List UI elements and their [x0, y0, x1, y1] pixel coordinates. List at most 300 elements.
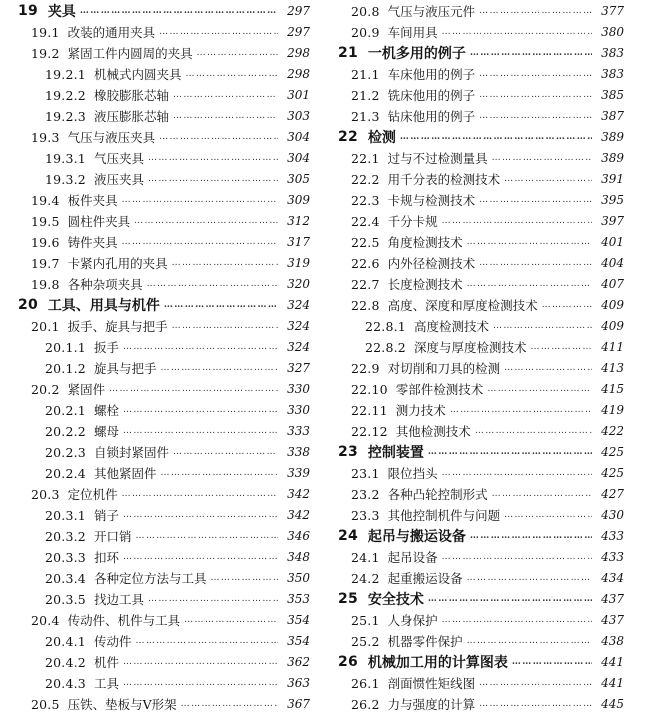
- toc-section-entry: [18, 379, 310, 399]
- dot-leader: [504, 510, 592, 520]
- toc-chapter-entry: [338, 442, 624, 462]
- toc-section-entry: [18, 190, 310, 210]
- toc-entry-title: 限位挡头: [387, 466, 438, 481]
- dot-leader: [134, 216, 278, 226]
- toc-section-entry: [18, 442, 310, 462]
- toc-entry-page-number: 445: [601, 697, 624, 711]
- toc-entry-title: 一机多用的例子: [367, 46, 466, 62]
- toc-entry-number: 20.2.1: [45, 402, 86, 418]
- dot-leader: [185, 69, 278, 79]
- dot-leader: [504, 174, 592, 184]
- toc-entry-number: 21.1: [351, 66, 380, 82]
- toc-entry-page-number: 297: [287, 25, 310, 39]
- toc-entry-number: 20.4.1: [45, 633, 86, 649]
- dot-leader: [123, 657, 278, 667]
- toc-section-entry: [18, 22, 310, 42]
- toc-entry-title: 工具、用具与机件: [47, 298, 160, 314]
- dot-leader: [172, 321, 278, 331]
- toc-entry-page-number: 427: [601, 487, 624, 501]
- dot-leader: [197, 48, 278, 58]
- dot-leader: [470, 531, 592, 541]
- toc-entry-number: 20.2: [31, 381, 60, 397]
- toc-entry-title: 找边工具: [93, 592, 144, 607]
- toc-entry-page-number: 422: [601, 424, 624, 438]
- dot-leader: [467, 279, 592, 289]
- toc-entry-page-number: 383: [601, 67, 624, 81]
- toc-entry-title: 深度与厚度检测技术: [413, 340, 527, 355]
- toc-entry-number: 22.11: [351, 402, 388, 418]
- toc-entry-page-number: 303: [287, 109, 310, 123]
- toc-section-entry: [338, 211, 624, 231]
- dot-leader: [428, 447, 592, 457]
- toc-entry-number: 20.4.3: [45, 675, 86, 691]
- dot-leader: [123, 510, 278, 520]
- toc-section-entry: [338, 400, 624, 420]
- toc-entry-title: 各种杂项夹具: [67, 277, 143, 292]
- toc-entry-page-number: 327: [287, 361, 310, 375]
- dot-leader: [80, 6, 278, 16]
- toc-section-entry: [18, 169, 310, 189]
- toc-entry-number: 26.2: [351, 696, 380, 712]
- toc-entry-number: 20.3.1: [45, 507, 86, 523]
- toc-entry-title: 过与不过检测量具: [387, 151, 488, 166]
- toc-entry-page-number: 407: [601, 277, 624, 291]
- toc-entry-number: 25: [338, 591, 358, 607]
- toc-section-entry: [18, 106, 310, 126]
- toc-section-entry: [18, 316, 310, 336]
- dot-leader: [542, 300, 592, 310]
- toc-entry-title: 紧固件: [67, 382, 106, 397]
- toc-entry-title: 控制装置: [367, 445, 424, 461]
- toc-entry-title: 旋具与把手: [93, 361, 157, 376]
- toc-entry-title: 螺栓: [93, 403, 119, 418]
- toc-entry-number: 19.1: [31, 24, 60, 40]
- toc-entry-page-number: 330: [287, 403, 310, 417]
- toc-entry-title: 改装的通用夹具: [67, 25, 156, 40]
- toc-entry-page-number: 425: [601, 445, 624, 459]
- dot-leader: [467, 237, 592, 247]
- toc-section-entry: [18, 673, 310, 693]
- dot-leader: [173, 90, 278, 100]
- toc-entry-title: 人身保护: [387, 613, 438, 628]
- toc-entry-number: 19.8: [31, 276, 60, 292]
- toc-entry-page-number: 312: [287, 214, 310, 228]
- toc-entry-page-number: 433: [601, 550, 624, 564]
- dot-leader: [160, 468, 278, 478]
- toc-entry-number: 19: [18, 3, 38, 19]
- toc-entry-number: 24.1: [351, 549, 380, 565]
- toc-entry-number: 22.12: [351, 423, 388, 439]
- toc-entry-page-number: 342: [287, 508, 310, 522]
- toc-entry-number: 20.1: [31, 318, 60, 334]
- toc-section-entry: [18, 232, 310, 252]
- toc-entry-number: 22.9: [351, 360, 380, 376]
- toc-entry-page-number: 301: [287, 88, 310, 102]
- toc-entry-number: 20.1.1: [45, 339, 86, 355]
- toc-entry-page-number: 395: [601, 193, 624, 207]
- toc-section-entry: [338, 421, 624, 441]
- toc-entry-title: 对切削和刀具的检测: [387, 361, 501, 376]
- toc-entry-number: 25.1: [351, 612, 380, 628]
- toc-entry-number: 23.1: [351, 465, 380, 481]
- dot-leader: [109, 384, 278, 394]
- toc-section-entry: [18, 526, 310, 546]
- toc-entry-page-number: 342: [287, 487, 310, 501]
- dot-leader: [159, 27, 278, 37]
- toc-entry-page-number: 363: [287, 676, 310, 690]
- toc-entry-title: 长度检测技术: [387, 277, 463, 292]
- toc-entry-page-number: 367: [287, 697, 310, 711]
- toc-entry-page-number: 350: [287, 571, 310, 585]
- toc-entry-title: 高度检测技术: [413, 319, 489, 334]
- toc-section-entry: [338, 148, 624, 168]
- toc-entry-page-number: 324: [287, 319, 310, 333]
- toc-entry-title: 自锁封紧固件: [93, 445, 169, 460]
- toc-section-entry: [338, 253, 624, 273]
- dot-leader: [122, 237, 278, 247]
- dot-leader: [123, 552, 278, 562]
- toc-entry-number: 22.8.1: [365, 318, 406, 334]
- toc-entry-number: 26: [338, 654, 358, 670]
- toc-chapter-entry: [338, 127, 624, 147]
- dot-leader: [148, 174, 278, 184]
- dot-leader: [184, 615, 278, 625]
- dot-leader: [442, 468, 592, 478]
- toc-section-entry: [338, 85, 624, 105]
- toc-entry-page-number: 309: [287, 193, 310, 207]
- toc-section-entry: [338, 106, 624, 126]
- dot-leader: [442, 27, 592, 37]
- toc-entry-title: 起吊设备: [387, 550, 438, 565]
- toc-entry-page-number: 430: [601, 508, 624, 522]
- toc-entry-number: 20.3: [31, 486, 60, 502]
- toc-section-entry: [18, 64, 310, 84]
- toc-entry-number: 20.3.3: [45, 549, 86, 565]
- toc-section-entry: [338, 463, 624, 483]
- toc-section-entry: [18, 568, 310, 588]
- toc-entry-page-number: 346: [287, 529, 310, 543]
- dot-leader: [530, 342, 592, 352]
- toc-entry-page-number: 391: [601, 172, 624, 186]
- toc-entry-number: 19.2.3: [45, 108, 86, 124]
- toc-section-entry: [338, 568, 624, 588]
- toc-entry-title: 圆柱件夹具: [67, 214, 131, 229]
- dot-leader: [135, 531, 278, 541]
- toc-entry-number: 20.1.2: [45, 360, 86, 376]
- toc-entry-page-number: 317: [287, 235, 310, 249]
- toc-chapter-entry: [18, 1, 310, 21]
- dot-leader: [172, 258, 278, 268]
- toc-entry-page-number: 348: [287, 550, 310, 564]
- toc-entry-title: 其他检测技术: [395, 424, 471, 439]
- toc-section-entry: [338, 190, 624, 210]
- toc-entry-number: 24: [338, 528, 358, 544]
- toc-entry-number: 21: [338, 45, 358, 61]
- toc-entry-page-number: 297: [287, 4, 310, 18]
- toc-entry-title: 机械加工用的计算图表: [367, 655, 508, 671]
- toc-section-entry: [338, 631, 624, 651]
- toc-entry-page-number: 409: [601, 298, 624, 312]
- toc-entry-title: 夹具: [47, 4, 76, 20]
- toc-entry-page-number: 413: [601, 361, 624, 375]
- toc-entry-page-number: 437: [601, 613, 624, 627]
- toc-entry-page-number: 425: [601, 466, 624, 480]
- toc-entry-page-number: 404: [601, 256, 624, 270]
- dot-leader: [470, 48, 592, 58]
- toc-entry-number: 19.3: [31, 129, 60, 145]
- dot-leader: [442, 552, 592, 562]
- toc-entry-number: 20.2.3: [45, 444, 86, 460]
- toc-section-entry: [18, 631, 310, 651]
- toc-entry-title: 机械式内圆夹具: [93, 67, 182, 82]
- toc-entry-number: 22.7: [351, 276, 380, 292]
- toc-entry-title: 传动件: [93, 634, 132, 649]
- dot-leader: [123, 342, 278, 352]
- toc-section-entry: [18, 358, 310, 378]
- toc-section-entry: [18, 43, 310, 63]
- toc-entry-page-number: 437: [601, 592, 624, 606]
- toc-chapter-entry: [338, 652, 624, 672]
- dot-leader: [122, 195, 278, 205]
- dot-leader: [479, 6, 592, 16]
- toc-entry-number: 22.10: [351, 381, 388, 397]
- toc-entry-number: 20.4.2: [45, 654, 86, 670]
- toc-entry-page-number: 389: [601, 151, 624, 165]
- toc-section-entry: [338, 64, 624, 84]
- toc-entry-title: 压铁、垫板与V形架: [67, 697, 177, 712]
- toc-entry-number: 20.2.4: [45, 465, 86, 481]
- toc-entry-number: 20.8: [351, 3, 380, 19]
- toc-entry-number: 22.6: [351, 255, 380, 271]
- dot-leader: [492, 489, 592, 499]
- toc-section-entry: [18, 85, 310, 105]
- dot-leader: [123, 426, 278, 436]
- toc-section-entry: [18, 148, 310, 168]
- toc-entry-number: 20.5: [31, 696, 60, 712]
- toc-entry-title: 铣床他用的例子: [387, 88, 476, 103]
- dot-leader: [135, 636, 278, 646]
- toc-entry-number: 22.3: [351, 192, 380, 208]
- toc-entry-title: 角度检测技术: [387, 235, 463, 250]
- toc-entry-title: 液压夹具: [93, 172, 144, 187]
- toc-section-entry: [338, 505, 624, 525]
- toc-entry-title: 气压与液压夹具: [67, 130, 156, 145]
- dot-leader: [467, 573, 592, 583]
- toc-entry-title: 其他紧固件: [93, 466, 157, 481]
- toc-entry-title: 测力技术: [395, 403, 446, 418]
- toc-entry-number: 19.5: [31, 213, 60, 229]
- toc-section-entry: [18, 421, 310, 441]
- toc-entry-title: 传动件、机件与工具: [67, 613, 181, 628]
- toc-section-entry: [338, 358, 624, 378]
- toc-entry-page-number: 324: [287, 298, 310, 312]
- toc-entry-number: 23: [338, 444, 358, 460]
- toc-entry-page-number: 397: [601, 214, 624, 228]
- toc-chapter-entry: [338, 589, 624, 609]
- toc-entry-page-number: 319: [287, 256, 310, 270]
- toc-chapter-entry: [18, 295, 310, 315]
- dot-leader: [123, 678, 278, 688]
- toc-entry-number: 20.4: [31, 612, 60, 628]
- dot-leader: [148, 594, 278, 604]
- dot-leader: [173, 111, 278, 121]
- toc-entry-page-number: 338: [287, 445, 310, 459]
- dot-leader: [475, 426, 592, 436]
- toc-entry-page-number: 438: [601, 634, 624, 648]
- toc-section-entry: [18, 610, 310, 630]
- dot-leader: [479, 258, 592, 268]
- toc-entry-number: 20.9: [351, 24, 380, 40]
- dot-leader: [512, 657, 592, 667]
- toc-entry-page-number: 298: [287, 67, 310, 81]
- dot-leader: [181, 699, 278, 709]
- toc-section-entry: [18, 337, 310, 357]
- toc-entry-number: 19.3.2: [45, 171, 86, 187]
- dot-leader: [148, 153, 278, 163]
- toc-section-entry: [18, 127, 310, 147]
- toc-section-entry: [18, 694, 310, 712]
- dot-leader: [504, 363, 592, 373]
- toc-entry-title: 高度、深度和厚度检测技术: [387, 298, 538, 313]
- dot-leader: [467, 636, 592, 646]
- dot-leader: [493, 321, 592, 331]
- toc-section-entry: [18, 211, 310, 231]
- dot-leader: [479, 699, 592, 709]
- toc-section-entry: [338, 1, 624, 21]
- toc-entry-page-number: 320: [287, 277, 310, 291]
- toc-chapter-entry: [338, 526, 624, 546]
- toc-entry-number: 22.8: [351, 297, 380, 313]
- toc-entry-title: 机器零件保护: [387, 634, 463, 649]
- toc-entry-title: 橡胶膨胀芯轴: [93, 88, 169, 103]
- toc-entry-number: 22.1: [351, 150, 380, 166]
- toc-section-entry: [18, 463, 310, 483]
- toc-section-entry: [338, 274, 624, 294]
- toc-entry-number: 19.2.2: [45, 87, 86, 103]
- toc-entry-page-number: 298: [287, 46, 310, 60]
- toc-entry-page-number: 362: [287, 655, 310, 669]
- toc-chapter-entry: [338, 43, 624, 63]
- toc-section-entry: [18, 547, 310, 567]
- dot-leader: [428, 594, 592, 604]
- toc-section-entry: [338, 610, 624, 630]
- toc-entry-title: 安全技术: [367, 592, 424, 608]
- toc-entry-page-number: 389: [601, 130, 624, 144]
- toc-entry-number: 21.3: [351, 108, 380, 124]
- toc-entry-title: 工具: [93, 676, 119, 691]
- toc-entry-page-number: 353: [287, 592, 310, 606]
- toc-entry-title: 板件夹具: [67, 193, 118, 208]
- toc-entry-title: 力与强度的计算: [387, 697, 476, 712]
- toc-entry-page-number: 411: [601, 340, 624, 354]
- toc-entry-title: 千分卡规: [387, 214, 438, 229]
- toc-entry-number: 20.3.5: [45, 591, 86, 607]
- dot-leader: [442, 216, 592, 226]
- dot-leader: [479, 111, 592, 121]
- toc-section-entry: [338, 337, 624, 357]
- toc-entry-number: 20.2.2: [45, 423, 86, 439]
- toc-entry-page-number: 324: [287, 340, 310, 354]
- toc-entry-title: 扣环: [93, 550, 119, 565]
- toc-entry-title: 用千分表的检测技术: [387, 172, 501, 187]
- toc-section-entry: [18, 505, 310, 525]
- dot-leader: [123, 405, 278, 415]
- toc-entry-number: 23.3: [351, 507, 380, 523]
- toc-entry-number: 22: [338, 129, 358, 145]
- toc-entry-page-number: 383: [601, 46, 624, 60]
- toc-entry-number: 22.2: [351, 171, 380, 187]
- toc-entry-number: 19.3.1: [45, 150, 86, 166]
- toc-entry-page-number: 433: [601, 529, 624, 543]
- dot-leader: [160, 363, 278, 373]
- toc-section-entry: [338, 316, 624, 336]
- toc-entry-number: 19.7: [31, 255, 60, 271]
- toc-section-entry: [338, 673, 624, 693]
- toc-section-entry: [338, 169, 624, 189]
- toc-entry-title: 起重搬运设备: [387, 571, 463, 586]
- toc-entry-page-number: 401: [601, 235, 624, 249]
- dot-leader: [159, 132, 278, 142]
- toc-entry-page-number: 305: [287, 172, 310, 186]
- toc-entry-page-number: 304: [287, 151, 310, 165]
- toc-entry-title: 螺母: [93, 424, 119, 439]
- toc-entry-page-number: 387: [601, 109, 624, 123]
- toc-entry-title: 卡紧内孔用的夹具: [67, 256, 168, 271]
- toc-entry-title: 卡规与检测技术: [387, 193, 476, 208]
- toc-entry-title: 其他控制机件与问题: [387, 508, 501, 523]
- toc-entry-title: 液压膨胀芯轴: [93, 109, 169, 124]
- dot-leader: [450, 405, 592, 415]
- toc-entry-page-number: 377: [601, 4, 624, 18]
- toc-entry-page-number: 333: [287, 424, 310, 438]
- toc-entry-page-number: 380: [601, 25, 624, 39]
- toc-entry-number: 22.8.2: [365, 339, 406, 355]
- toc-section-entry: [18, 484, 310, 504]
- toc-entry-number: 19.4: [31, 192, 60, 208]
- toc-entry-page-number: 434: [601, 571, 624, 585]
- toc-section-entry: [18, 400, 310, 420]
- toc-entry-number: 19.2: [31, 45, 60, 61]
- dot-leader: [164, 300, 278, 310]
- toc-entry-title: 紧固工件内圆周的夹具: [67, 46, 193, 61]
- toc-section-entry: [338, 232, 624, 252]
- dot-leader: [479, 69, 592, 79]
- toc-entry-title: 钻床他用的例子: [387, 109, 476, 124]
- toc-entry-title: 气压夹具: [93, 151, 144, 166]
- toc-entry-title: 扳手、旋具与把手: [67, 319, 168, 334]
- toc-entry-title: 扳手: [93, 340, 119, 355]
- toc-entry-title: 内外径检测技术: [387, 256, 476, 271]
- toc-section-entry: [18, 652, 310, 672]
- toc-entry-page-number: 354: [287, 634, 310, 648]
- toc-section-entry: [338, 547, 624, 567]
- toc-section-entry: [338, 694, 624, 712]
- toc-entry-title: 各种凸轮控制形式: [387, 487, 488, 502]
- toc-entry-number: 22.4: [351, 213, 380, 229]
- toc-entry-number: 19.2.1: [45, 66, 86, 82]
- toc-entry-page-number: 419: [601, 403, 624, 417]
- toc-entry-number: 24.2: [351, 570, 380, 586]
- toc-entry-number: 25.2: [351, 633, 380, 649]
- toc-section-entry: [338, 484, 624, 504]
- toc-section-entry: [338, 295, 624, 315]
- toc-entry-page-number: 385: [601, 88, 624, 102]
- toc-entry-number: 19.6: [31, 234, 60, 250]
- dot-leader: [173, 447, 278, 457]
- toc-entry-title: 销子: [93, 508, 119, 523]
- toc-entry-number: 20: [18, 297, 38, 313]
- toc-entry-title: 剖面惯性矩线图: [387, 676, 476, 691]
